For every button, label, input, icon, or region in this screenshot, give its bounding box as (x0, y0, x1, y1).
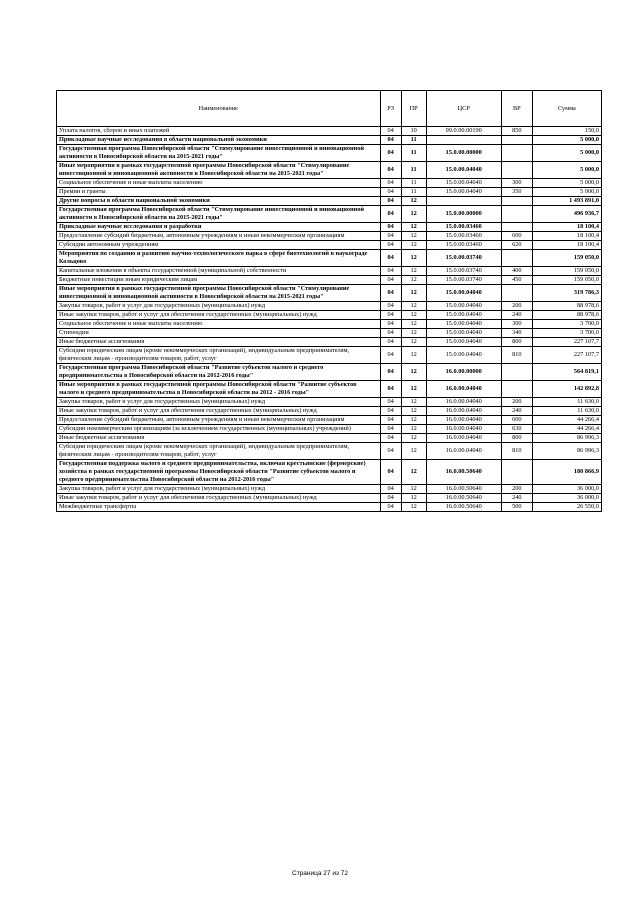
cell-vr: 620 (501, 241, 532, 250)
cell-rz: 04 (380, 347, 401, 364)
cell-name: Закупка товаров, работ и услуг для государственных (муниципальных) нужд (57, 398, 381, 407)
cell-csr: 99.0.00.00190 (426, 127, 501, 136)
cell-vr: 300 (501, 320, 532, 329)
cell-name: Иные бюджетные ассигнования (57, 338, 381, 347)
cell-rz: 04 (380, 407, 401, 416)
cell-csr: 16.0.00.04040 (426, 434, 501, 443)
table-row (57, 398, 602, 407)
header-sum: Сумма (532, 91, 601, 127)
cell-name: Прикладные научные исследования в области национальной экономики (57, 136, 381, 145)
cell-pr: 12 (401, 232, 426, 241)
cell-csr: 16.0.00.04040 (426, 425, 501, 434)
cell-sum: 36 000,0 (532, 494, 601, 503)
cell-csr: 15.0.00.04040 (426, 302, 501, 311)
cell-sum: 564 819,1 (532, 364, 601, 381)
cell-name: Бюджетные инвестиции иным юридическим лицам (57, 276, 381, 285)
cell-rz: 04 (380, 443, 401, 460)
table-row (57, 179, 602, 188)
cell-name: Премии и гранты (57, 188, 381, 197)
cell-rz: 04 (380, 302, 401, 311)
cell-pr: 12 (401, 416, 426, 425)
table-row (57, 250, 602, 267)
cell-vr (501, 285, 532, 302)
cell-csr: 15.0.00.00000 (426, 145, 501, 162)
cell-pr: 12 (401, 364, 426, 381)
cell-pr: 10 (401, 127, 426, 136)
table-row (57, 434, 602, 443)
cell-csr: 15.0.00.04040 (426, 162, 501, 179)
cell-csr: 16.0.00.00000 (426, 364, 501, 381)
cell-pr: 12 (401, 347, 426, 364)
cell-vr: 810 (501, 347, 532, 364)
cell-pr: 12 (401, 311, 426, 320)
cell-vr: 300 (501, 179, 532, 188)
cell-sum: 26 550,0 (532, 503, 601, 512)
cell-csr: 15.0.00.04040 (426, 338, 501, 347)
cell-pr: 12 (401, 485, 426, 494)
table-row (57, 302, 602, 311)
cell-rz: 04 (380, 311, 401, 320)
cell-rz: 04 (380, 494, 401, 503)
cell-name: Мероприятия по созданию и развитию научно-технологического парка в сфере биотехнологий в наукограде Кольцово (57, 250, 381, 267)
cell-csr (426, 197, 501, 206)
cell-rz: 04 (380, 145, 401, 162)
cell-rz: 04 (380, 197, 401, 206)
cell-vr (501, 460, 532, 485)
table-row (57, 188, 602, 197)
table-row (57, 381, 602, 398)
cell-name: Капитальные вложения в объекты государственной (муниципальной) собственности (57, 267, 381, 276)
cell-pr: 11 (401, 145, 426, 162)
cell-csr: 15.0.00.04040 (426, 179, 501, 188)
cell-name: Иные мероприятия в рамках государственной программы Новосибирской области "Стимулирование инвестиционной и инновационной активности в Новосибирской области на 2015-2021 годы" (57, 285, 381, 302)
cell-vr (501, 250, 532, 267)
cell-vr: 500 (501, 503, 532, 512)
table-row (57, 364, 602, 381)
cell-rz: 04 (380, 223, 401, 232)
cell-vr: 810 (501, 443, 532, 460)
cell-csr: 16.0.00.04040 (426, 398, 501, 407)
cell-sum: 44 266,4 (532, 425, 601, 434)
cell-pr: 12 (401, 329, 426, 338)
table-row (57, 320, 602, 329)
table-row (57, 162, 602, 179)
cell-csr: 16.0.00.04040 (426, 381, 501, 398)
cell-name: Другие вопросы в области национальной экономики (57, 197, 381, 206)
cell-vr: 200 (501, 485, 532, 494)
cell-name: Закупка товаров, работ и услуг для государственных (муниципальных) нужд (57, 485, 381, 494)
cell-name: Уплата налогов, сборов и иных платежей (57, 127, 381, 136)
budget-table (56, 90, 602, 512)
cell-vr (501, 206, 532, 223)
cell-sum: 44 266,4 (532, 416, 601, 425)
cell-name: Прикладные научные исследования и разработки (57, 223, 381, 232)
cell-csr: 16.0.00.04040 (426, 416, 501, 425)
page-footer: Страница 27 из 72 (292, 870, 348, 877)
table-row (57, 285, 602, 302)
cell-pr: 11 (401, 188, 426, 197)
cell-vr: 240 (501, 494, 532, 503)
cell-vr: 800 (501, 434, 532, 443)
cell-name: Государственная поддержка малого и среднего предпринимательства, включая крестьянские (фермерские) хозяйства в рамках государственной программы Новосибирской области "Развитие субъектов малого и среднего предпринимательства Новосибирской области на 2012-2016 годы" (57, 460, 381, 485)
cell-rz: 04 (380, 179, 401, 188)
cell-sum: 227 107,7 (532, 338, 601, 347)
table-row (57, 329, 602, 338)
cell-sum: 18 100,4 (532, 232, 601, 241)
table-row (57, 407, 602, 416)
cell-sum: 5 000,0 (532, 179, 601, 188)
cell-csr: 16.0.00.50640 (426, 485, 501, 494)
cell-rz: 04 (380, 241, 401, 250)
cell-pr: 11 (401, 179, 426, 188)
cell-vr (501, 197, 532, 206)
cell-rz: 04 (380, 188, 401, 197)
cell-vr: 240 (501, 311, 532, 320)
cell-csr: 16.0.00.04040 (426, 407, 501, 416)
cell-vr: 630 (501, 425, 532, 434)
cell-sum: 319 786,3 (532, 285, 601, 302)
cell-rz: 04 (380, 276, 401, 285)
cell-csr: 15.0.00.04040 (426, 188, 501, 197)
cell-pr: 12 (401, 276, 426, 285)
cell-name: Иные бюджетные ассигнования (57, 434, 381, 443)
cell-vr: 600 (501, 232, 532, 241)
cell-pr: 12 (401, 197, 426, 206)
table-row (57, 276, 602, 285)
cell-pr: 12 (401, 381, 426, 398)
cell-sum: 159 050,0 (532, 267, 601, 276)
cell-name: Предоставление субсидий бюджетным, автономным учреждениям и иным некоммерческим организациям (57, 232, 381, 241)
cell-vr (501, 162, 532, 179)
cell-sum: 159 050,0 (532, 250, 601, 267)
cell-pr: 12 (401, 434, 426, 443)
table-row (57, 197, 602, 206)
cell-name: Иные закупки товаров, работ и услуг для обеспечения государственных (муниципальных) нужд (57, 494, 381, 503)
cell-name: Иные мероприятия в рамках государственной программы Новосибирской области "Развитие субъектов малого и среднего предпринимательства в Новосибирской области на 2012 - 2016 годы" (57, 381, 381, 398)
cell-csr: 15.0.00.04040 (426, 347, 501, 364)
cell-vr: 450 (501, 276, 532, 285)
cell-pr: 12 (401, 223, 426, 232)
cell-name: Субсидии юридическим лицам (кроме некоммерческих организаций), индивидуальным предпринимателям, физическим лицам - производителям товаров, работ, услуг (57, 443, 381, 460)
cell-sum: 496 936,7 (532, 206, 601, 223)
cell-sum: 150,0 (532, 127, 601, 136)
table-body (57, 127, 602, 512)
cell-name: Государственная программа Новосибирской области "Развитие субъектов малого и среднего предпринимательства в Новосибирской области на 2012-2016 годы" (57, 364, 381, 381)
cell-pr: 12 (401, 250, 426, 267)
cell-sum: 18 100,4 (532, 241, 601, 250)
table-header-row (57, 91, 602, 127)
header-pr: ПР (401, 91, 426, 127)
cell-pr: 12 (401, 302, 426, 311)
cell-vr (501, 145, 532, 162)
cell-pr: 12 (401, 320, 426, 329)
cell-rz: 04 (380, 232, 401, 241)
cell-pr: 12 (401, 503, 426, 512)
table-row (57, 136, 602, 145)
table-row (57, 223, 602, 232)
cell-name: Иные мероприятия в рамках государственной программы Новосибирской области "Стимулирование инвестиционной и инновационной активности в Новосибирской области на 2015-2021 годы" (57, 162, 381, 179)
cell-pr: 12 (401, 398, 426, 407)
cell-sum: 5 000,0 (532, 188, 601, 197)
cell-csr: 15.0.00.04040 (426, 311, 501, 320)
table-row (57, 267, 602, 276)
cell-pr: 12 (401, 443, 426, 460)
cell-sum: 5 000,0 (532, 136, 601, 145)
cell-vr: 850 (501, 127, 532, 136)
cell-sum: 86 996,3 (532, 443, 601, 460)
table-row (57, 485, 602, 494)
cell-sum: 11 630,0 (532, 398, 601, 407)
cell-vr (501, 364, 532, 381)
cell-pr: 12 (401, 425, 426, 434)
cell-rz: 04 (380, 460, 401, 485)
cell-sum: 227 107,7 (532, 347, 601, 364)
cell-csr (426, 136, 501, 145)
cell-rz: 04 (380, 425, 401, 434)
cell-pr: 12 (401, 241, 426, 250)
cell-rz: 04 (380, 434, 401, 443)
cell-vr: 200 (501, 302, 532, 311)
cell-sum: 142 892,8 (532, 381, 601, 398)
cell-csr: 15.0.00.04040 (426, 329, 501, 338)
table-row (57, 443, 602, 460)
cell-sum: 11 630,0 (532, 407, 601, 416)
cell-csr: 16.0.00.50640 (426, 460, 501, 485)
cell-rz: 04 (380, 162, 401, 179)
cell-csr: 15.0.00.03740 (426, 250, 501, 267)
cell-vr (501, 136, 532, 145)
cell-csr: 15.0.00.03740 (426, 276, 501, 285)
cell-name: Государственная программа Новосибирской области "Стимулирование инвестиционной и инновационной активности в Новосибирской области на 2015-2021 годы" (57, 206, 381, 223)
header-csr: ЦСР (426, 91, 501, 127)
table-row (57, 425, 602, 434)
cell-name: Социальное обеспечение и иные выплаты населению (57, 179, 381, 188)
cell-rz: 04 (380, 381, 401, 398)
table-row (57, 206, 602, 223)
cell-rz: 04 (380, 206, 401, 223)
table-row (57, 460, 602, 485)
cell-vr (501, 223, 532, 232)
cell-rz: 04 (380, 250, 401, 267)
table-row (57, 232, 602, 241)
cell-pr: 12 (401, 206, 426, 223)
cell-sum: 36 000,0 (532, 485, 601, 494)
cell-name: Иные закупки товаров, работ и услуг для обеспечения государственных (муниципальных) нужд (57, 311, 381, 320)
table-row (57, 416, 602, 425)
table-row (57, 241, 602, 250)
cell-csr: 16.0.00.50640 (426, 494, 501, 503)
cell-pr: 12 (401, 407, 426, 416)
cell-sum: 18 100,4 (532, 223, 601, 232)
cell-pr: 11 (401, 162, 426, 179)
cell-rz: 04 (380, 398, 401, 407)
cell-pr: 11 (401, 136, 426, 145)
cell-rz: 04 (380, 338, 401, 347)
table-row (57, 338, 602, 347)
cell-rz: 04 (380, 364, 401, 381)
cell-pr: 12 (401, 267, 426, 276)
cell-csr: 15.0.00.03740 (426, 267, 501, 276)
cell-rz: 04 (380, 127, 401, 136)
cell-sum: 5 000,0 (532, 162, 601, 179)
table-row (57, 127, 602, 136)
cell-name: Межбюджетные трансферты (57, 503, 381, 512)
cell-vr: 340 (501, 329, 532, 338)
cell-pr: 12 (401, 285, 426, 302)
cell-rz: 04 (380, 136, 401, 145)
cell-csr: 15.0.00.03460 (426, 223, 501, 232)
cell-name: Субсидии юридическим лицам (кроме некоммерческих организаций), индивидуальным предпринимателям, физическим лицам - производителям товаров, работ, услуг (57, 347, 381, 364)
cell-name: Иные закупки товаров, работ и услуг для обеспечения государственных (муниципальных) нужд (57, 407, 381, 416)
cell-name: Субсидии автономным учреждениям (57, 241, 381, 250)
cell-rz: 04 (380, 267, 401, 276)
cell-sum: 88 978,6 (532, 302, 601, 311)
cell-rz: 04 (380, 329, 401, 338)
cell-sum: 1 493 891,0 (532, 197, 601, 206)
cell-vr: 800 (501, 338, 532, 347)
cell-name: Государственная программа Новосибирской области "Стимулирование инвестиционной и инновационной активности в Новосибирской области на 2015-2021 годы" (57, 145, 381, 162)
cell-rz: 04 (380, 416, 401, 425)
cell-csr: 15.0.00.04040 (426, 320, 501, 329)
cell-name: Субсидии некоммерческим организациям (за исключением государственных (муниципальных) учреждений) (57, 425, 381, 434)
cell-vr: 200 (501, 398, 532, 407)
cell-csr: 15.0.00.00000 (426, 206, 501, 223)
cell-csr: 16.0.00.50640 (426, 503, 501, 512)
cell-rz: 04 (380, 485, 401, 494)
cell-sum: 88 978,6 (532, 311, 601, 320)
cell-vr: 400 (501, 267, 532, 276)
table-row (57, 311, 602, 320)
cell-sum: 180 866,9 (532, 460, 601, 485)
cell-name: Закупка товаров, работ и услуг для государственных (муниципальных) нужд (57, 302, 381, 311)
cell-sum: 86 996,3 (532, 434, 601, 443)
cell-sum: 3 700,0 (532, 329, 601, 338)
cell-sum: 159 050,0 (532, 276, 601, 285)
cell-vr (501, 381, 532, 398)
header-vr: ВР (501, 91, 532, 127)
cell-rz: 04 (380, 320, 401, 329)
cell-rz: 04 (380, 503, 401, 512)
cell-name: Стипендии (57, 329, 381, 338)
cell-csr: 16.0.00.04040 (426, 443, 501, 460)
cell-csr: 15.0.00.03460 (426, 232, 501, 241)
cell-csr: 15.0.00.03460 (426, 241, 501, 250)
cell-name: Социальное обеспечение и иные выплаты населению (57, 320, 381, 329)
cell-pr: 12 (401, 460, 426, 485)
table-row (57, 347, 602, 364)
cell-vr: 240 (501, 407, 532, 416)
cell-name: Предоставление субсидий бюджетным, автономным учреждениям и иным некоммерческим организациям (57, 416, 381, 425)
cell-pr: 12 (401, 338, 426, 347)
table-row (57, 503, 602, 512)
header-name: Наименование (57, 91, 381, 127)
header-rz: РЗ (380, 91, 401, 127)
cell-pr: 12 (401, 494, 426, 503)
table-row (57, 494, 602, 503)
cell-csr: 15.0.00.04040 (426, 285, 501, 302)
table-row (57, 145, 602, 162)
cell-vr: 350 (501, 188, 532, 197)
cell-sum: 5 000,0 (532, 145, 601, 162)
cell-sum: 3 700,0 (532, 320, 601, 329)
cell-vr: 600 (501, 416, 532, 425)
cell-rz: 04 (380, 285, 401, 302)
